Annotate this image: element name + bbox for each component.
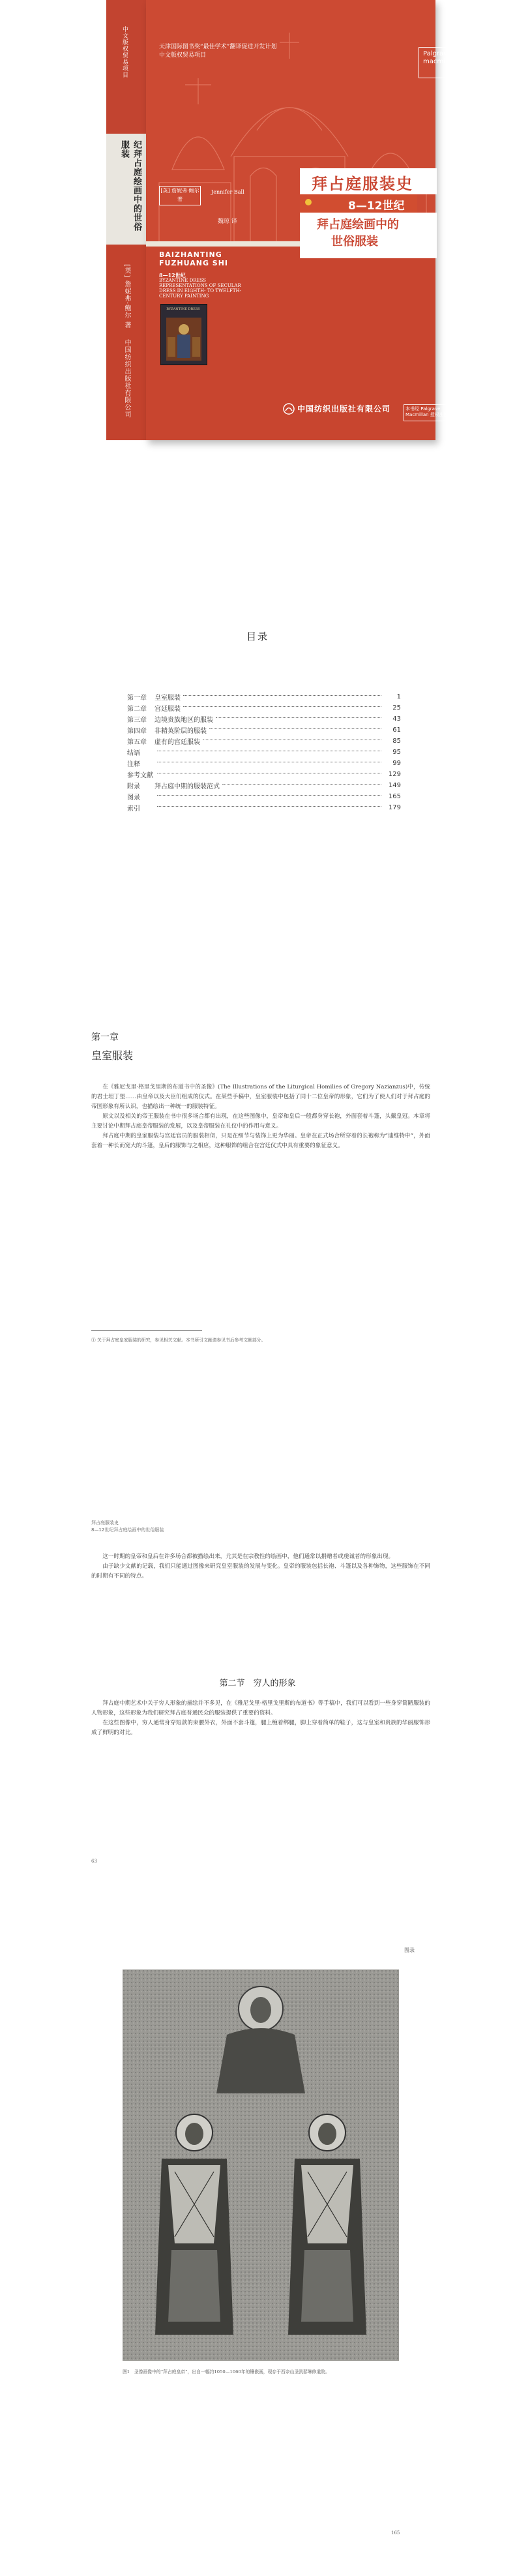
page2-body bbox=[91, 1552, 430, 1581]
toc-page-number: 61 bbox=[392, 726, 401, 734]
chapter-number: 第一章 bbox=[91, 1032, 119, 1043]
toc-page-number: 179 bbox=[388, 804, 401, 811]
chapter-paragraph: 拜占庭中期的皇家服装与宫廷官员的服装相似，只是在细节与装饰上更为华丽。皇帝在正式场合所穿着的长袍称为“迪维特申”，外面套着一种长而宽大的斗篷，皇后的服饰与之相应，这种服饰的组合在宫廷仪式中具有重要的象征意义。 bbox=[91, 1133, 430, 1149]
spine-author: [英] 詹妮弗·鲍尔 著 bbox=[123, 264, 130, 329]
toc-row[interactable] bbox=[127, 780, 401, 791]
toc-chapter-name: 边境贵族地区的服装 bbox=[154, 717, 213, 724]
translator: 魏琼 译 bbox=[218, 218, 237, 225]
figure-caption: 图1 圣像画像中的“拜占庭皇帝”，出自一幅约1050—1060年的镶嵌画，现存于西奈山圣凯瑟琳修道院。 bbox=[123, 2369, 330, 2374]
toc-list bbox=[127, 691, 401, 813]
toc-page-number: 43 bbox=[392, 715, 401, 723]
chapter-body bbox=[91, 1083, 430, 1151]
toc-chapter-no: 第一章 bbox=[127, 695, 147, 702]
toc-chapter-no: 参考文献 bbox=[127, 772, 153, 779]
toc-chapter-no: 图录 bbox=[127, 794, 140, 801]
top-note: 天津国际图书奖“最佳学术”翻译促进开发计划 中文版权贸易项目 bbox=[159, 44, 277, 59]
toc-row[interactable] bbox=[127, 747, 401, 758]
subtitle-box bbox=[300, 213, 437, 258]
footnote: ① 关于拜占庭皇家服装的研究，参见相关文献。本书所引文献请参见书后参考文献部分。 bbox=[91, 1338, 266, 1343]
toc-row[interactable] bbox=[127, 713, 401, 725]
bullet-icon bbox=[305, 199, 312, 205]
inner-book-image: BYZANTINE DRESS bbox=[160, 304, 207, 365]
toc-chapter-no: 第五章 bbox=[127, 739, 147, 746]
toc-page-number: 95 bbox=[392, 749, 401, 756]
spine-publisher: 中国纺织出版社有限公司 bbox=[123, 339, 130, 418]
toc-leader bbox=[216, 717, 381, 718]
toc-leader bbox=[157, 806, 381, 807]
publisher-logo: Palgrave macmillan bbox=[419, 47, 455, 78]
toc-row[interactable] bbox=[127, 736, 401, 747]
toc-page-number: 99 bbox=[392, 760, 401, 767]
title-box bbox=[300, 168, 437, 194]
toc-page-number: 129 bbox=[388, 771, 401, 778]
toc-chapter-no: 附录 bbox=[127, 783, 140, 790]
author-en: Jennifer Ball bbox=[211, 189, 244, 195]
spine-note: 中文版权贸易项目 bbox=[121, 26, 128, 78]
century-tag bbox=[300, 194, 417, 213]
toc-chapter-no: 第四章 bbox=[127, 728, 147, 735]
toc-heading: 目录 bbox=[246, 631, 269, 642]
icon-painting-icon bbox=[166, 318, 201, 361]
toc-row[interactable] bbox=[127, 691, 401, 702]
toc-row[interactable] bbox=[127, 725, 401, 736]
toc-chapter-name: 虚有的宫廷服装 bbox=[154, 739, 200, 746]
toc-leader bbox=[183, 706, 381, 707]
toc-row[interactable] bbox=[127, 769, 401, 780]
section-paragraph: 拜占庭中期艺术中关于穷人形象的描绘并不多见，在《雅尼戈里·格里戈里斯的布道书》等手稿中，我们可以看到一些身穿简陋服装的人物形象，这些形象为我们研究拜占庭普通民众的服装提供了重要的资料。 bbox=[91, 1700, 430, 1716]
book-3d bbox=[106, 0, 457, 440]
section-title: 第二节 穷人的形象 bbox=[219, 1679, 296, 1688]
spine-title: 纪拜占庭绘画中的世俗服装 bbox=[119, 140, 141, 232]
chapter-paragraph: 在《雅尼戈里·格里戈里斯的布道书中的圣像》(The Illustrations of the Liturgical Homilies of Gregory Nazianzus)中，传统的君士坦丁堡……由皇帝以及大臣们组成的仪式。在某些手稿中，皇室服装中包括了同十二位皇帝的形象，它们为了使人们对于拜占庭的帝国形象有所认识，也描绘出一种统一的服装特征。 bbox=[91, 1084, 430, 1110]
book-spine bbox=[106, 0, 146, 440]
toc-row[interactable] bbox=[127, 758, 401, 769]
toc-row[interactable] bbox=[127, 702, 401, 713]
figure-image bbox=[123, 1969, 399, 2361]
running-head: 拜占庭服装史 8—12世纪拜占庭绘画中的世俗服装 bbox=[91, 1520, 164, 1533]
chapter-paragraph: 原文以及相关的帝王服装在书中很多场合都有出现，在这些图像中，皇帝和皇后一般都身穿长袍，外面套着斗篷，头戴皇冠。本章将主要讨论中期拜占庭皇帝服装的发展，以及皇帝服装在礼仪中的作用与意义。 bbox=[91, 1113, 430, 1130]
figure-page-label: 图录 bbox=[404, 1947, 415, 1953]
book-title: 拜占庭服装史 bbox=[312, 175, 413, 193]
toc-chapter-no: 第二章 bbox=[127, 706, 147, 713]
toc-page-number: 149 bbox=[388, 782, 401, 789]
press-stamp: 本书经 Palgrave Macmillan 授权出版 bbox=[404, 404, 452, 421]
toc-row[interactable] bbox=[127, 802, 401, 813]
toc-page-number: 25 bbox=[392, 704, 401, 711]
chapter-page bbox=[91, 1030, 430, 1062]
toc-leader bbox=[183, 695, 381, 696]
toc-leader bbox=[157, 795, 381, 796]
toc-page-number: 165 bbox=[388, 793, 401, 800]
figure-page-number: 165 bbox=[391, 2530, 400, 2536]
book-cover-section bbox=[0, 0, 515, 470]
toc-leader bbox=[209, 728, 381, 729]
footnote-rule bbox=[91, 1330, 202, 1331]
section-body bbox=[91, 1699, 430, 1738]
publisher-logo-icon bbox=[283, 403, 295, 415]
page-number: 63 bbox=[91, 1859, 97, 1864]
publisher-name: 中国纺织出版社有限公司 bbox=[297, 404, 391, 413]
mosaic-figure bbox=[123, 1969, 399, 2361]
section-paragraph: 在这些图像中，穷人通常身穿短款的束腰外衣，外面不套斗篷，腿上缠着绑腿，脚上穿着简单的鞋子，这与皇室和贵族的华丽服饰形成了鲜明的对比。 bbox=[91, 1720, 430, 1736]
small-english: 8—12世纪 BYZANTINE DRESS REPRESENTATIONS OF SECULAR DRESS IN EIGHTH- TO TWELFTH- CENTURY PAINTING bbox=[159, 272, 241, 299]
author-block: [英] 詹妮弗·鲍尔 著 bbox=[159, 186, 201, 205]
toc-chapter-no: 索引 bbox=[127, 805, 140, 813]
toc-chapter-no: 注释 bbox=[127, 761, 140, 768]
pinyin-title: BAIZHANTING FUZHUANG SHI bbox=[159, 250, 229, 267]
page2-paragraph: 由于缺少文献的记载，我们只能通过图像来研究皇室服装的发展与变化。皇帝的服装包括长袍、斗篷以及各种饰物，这些服饰在不同的时期有不同的特点。 bbox=[91, 1563, 430, 1580]
century-text: 8—12世纪 bbox=[348, 200, 405, 213]
page2-paragraph: 这一时期的皇帝和皇后在许多场合都被描绘出来，尤其是在宗教性的绘画中，他们通常以捐赠者或虔诚者的形象出现。 bbox=[102, 1553, 394, 1560]
toc-chapter-name: 非精英阶层的服装 bbox=[154, 728, 207, 735]
book-front-cover bbox=[146, 0, 457, 440]
toc-chapter-no: 结语 bbox=[127, 750, 140, 757]
toc-page-number: 85 bbox=[392, 738, 401, 745]
toc-chapter-name: 皇室服装 bbox=[154, 695, 181, 702]
toc-chapter-name: 拜占庭中期的服装范式 bbox=[154, 783, 220, 790]
toc-page-number: 1 bbox=[396, 693, 401, 700]
chapter-title: 皇室服装 bbox=[91, 1049, 134, 1062]
toc-leader bbox=[222, 784, 381, 785]
subtitle: 拜占庭绘画中的 世俗服装 bbox=[317, 218, 399, 248]
toc-chapter-name: 宫廷服装 bbox=[154, 706, 181, 713]
toc-row[interactable] bbox=[127, 791, 401, 802]
toc-chapter-no: 第三章 bbox=[127, 717, 147, 724]
